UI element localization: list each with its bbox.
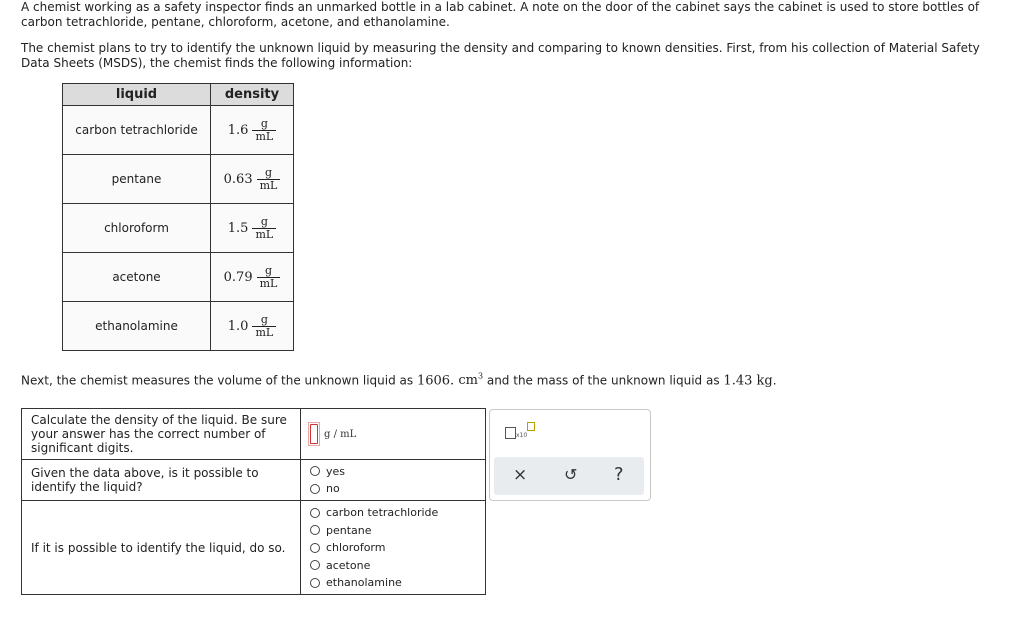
volume-unit-exponent: 3 — [477, 372, 484, 381]
radio-option-chloroform[interactable] — [310, 539, 485, 557]
radio-label[interactable]: chloroform — [326, 541, 386, 554]
question-text: Given the data above, is it possible to identify the liquid? — [22, 460, 301, 501]
liquid-name: pentane — [63, 155, 211, 204]
unit-denominator: mL — [257, 277, 281, 290]
radio-button[interactable] — [310, 508, 320, 518]
liquid-name: carbon tetrachloride — [63, 106, 211, 155]
density-answer-input[interactable] — [310, 424, 318, 444]
unit-denominator: mL — [252, 228, 276, 241]
density-value — [211, 253, 294, 302]
sci-base-box-icon — [505, 427, 516, 439]
density-value — [211, 302, 294, 351]
answer-tool-palette — [489, 409, 651, 501]
msds-density-table — [62, 83, 294, 351]
answer-cell — [301, 501, 486, 595]
unit-numerator: g — [260, 214, 268, 228]
density-answer — [310, 424, 485, 444]
density-column-header: density — [211, 84, 294, 106]
tool-action-bar — [494, 457, 644, 495]
question-text: If it is possible to identify the liquid, do so. — [22, 501, 301, 595]
radio-label[interactable]: carbon tetrachloride — [326, 506, 439, 519]
radio-button[interactable] — [310, 466, 320, 476]
radio-button[interactable] — [310, 560, 320, 570]
density-number: 1.5 — [227, 220, 249, 236]
problem-intro-paragraph: A chemist working as a safety inspector finds an unmarked bottle in a lab cabinet. A note on the door of the cabinet says the cabinet is used to store bottles of carbon tetrachloride, pentane, chloroform, acetone, and ethanolamine. — [21, 0, 980, 29]
unit-numerator: g — [264, 263, 272, 277]
density-value — [211, 204, 294, 253]
density-number: 0.63 — [223, 171, 253, 187]
density-unit-fraction — [252, 216, 276, 241]
radio-option-yes[interactable] — [310, 463, 485, 481]
unit-numerator: g — [264, 165, 272, 179]
radio-button[interactable] — [310, 525, 320, 535]
unit-numerator: g — [260, 116, 268, 130]
density-value — [211, 155, 294, 204]
sci-exponent-box-icon — [527, 422, 535, 431]
radio-option-no[interactable] — [310, 480, 485, 498]
density-unit-fraction — [252, 314, 276, 339]
question-text: Calculate the density of the liquid. Be sure your answer has the correct number of significant digits. — [22, 409, 301, 460]
density-unit-fraction — [257, 265, 281, 290]
radio-option-carbon-tetrachloride[interactable] — [310, 504, 485, 522]
question-table — [21, 408, 486, 595]
table-row — [63, 106, 294, 155]
radio-label[interactable]: no — [326, 482, 340, 496]
volume-unit — [454, 373, 483, 388]
radio-option-pentane[interactable] — [310, 521, 485, 539]
radio-option-acetone[interactable] — [310, 556, 485, 574]
mass-unit-text: kg — [756, 373, 773, 389]
density-value — [211, 106, 294, 155]
measurement-text: and the mass of the unknown liquid as — [483, 373, 724, 388]
clear-x-icon[interactable]: × — [513, 465, 528, 485]
liquid-name: acetone — [63, 253, 211, 302]
volume-unit-base: cm — [458, 373, 478, 389]
table-row — [63, 155, 294, 204]
table-row — [63, 204, 294, 253]
sci-x10-label: x10 — [516, 432, 528, 439]
measurement-text: Next, the chemist measures the volume of the unknown liquid as — [21, 373, 417, 388]
measurement-text: . — [772, 373, 777, 388]
unit-numerator: g — [260, 312, 268, 326]
scientific-notation-button[interactable] — [505, 424, 528, 440]
question-row-select-liquid — [22, 501, 486, 595]
density-unit-fraction — [252, 118, 276, 143]
radio-label[interactable]: acetone — [326, 558, 371, 572]
help-icon[interactable]: ? — [614, 464, 624, 485]
unit-denominator: mL — [252, 130, 276, 143]
radio-option-ethanolamine[interactable] — [310, 574, 485, 592]
answer-cell — [301, 460, 486, 501]
msds-intro-paragraph: The chemist plans to try to identify the unknown liquid by measuring the density and comparing to known densities. First, from his collection of Material Safety Data Sheets (MSDS), the chemist finds the following information: — [21, 41, 980, 70]
density-number: 0.79 — [223, 269, 253, 285]
mass-value: 1.43 — [723, 373, 753, 389]
measurement-paragraph — [21, 369, 1011, 388]
radio-button[interactable] — [310, 578, 320, 588]
unit-denominator: mL — [252, 326, 276, 339]
radio-button[interactable] — [310, 484, 320, 494]
answer-unit: g / mL — [324, 428, 357, 440]
table-row — [63, 302, 294, 351]
radio-label[interactable]: yes — [326, 464, 346, 478]
table-row — [63, 253, 294, 302]
table-header-row — [63, 84, 294, 106]
radio-label[interactable]: pentane — [326, 523, 372, 537]
density-number: 1.6 — [227, 122, 249, 138]
mass-unit — [752, 373, 772, 388]
question-row-density — [22, 409, 486, 460]
undo-icon[interactable]: ↺ — [564, 465, 578, 484]
liquid-name: ethanolamine — [63, 302, 211, 351]
density-number: 1.0 — [227, 318, 249, 334]
question-row-identify — [22, 460, 486, 501]
density-unit-fraction — [257, 167, 281, 192]
unit-denominator: mL — [257, 179, 281, 192]
radio-label[interactable]: ethanolamine — [326, 576, 402, 589]
liquid-name: chloroform — [63, 204, 211, 253]
radio-button[interactable] — [310, 543, 320, 553]
volume-value: 1606. — [416, 373, 455, 389]
liquid-column-header: liquid — [63, 84, 211, 106]
answer-cell — [301, 409, 486, 460]
